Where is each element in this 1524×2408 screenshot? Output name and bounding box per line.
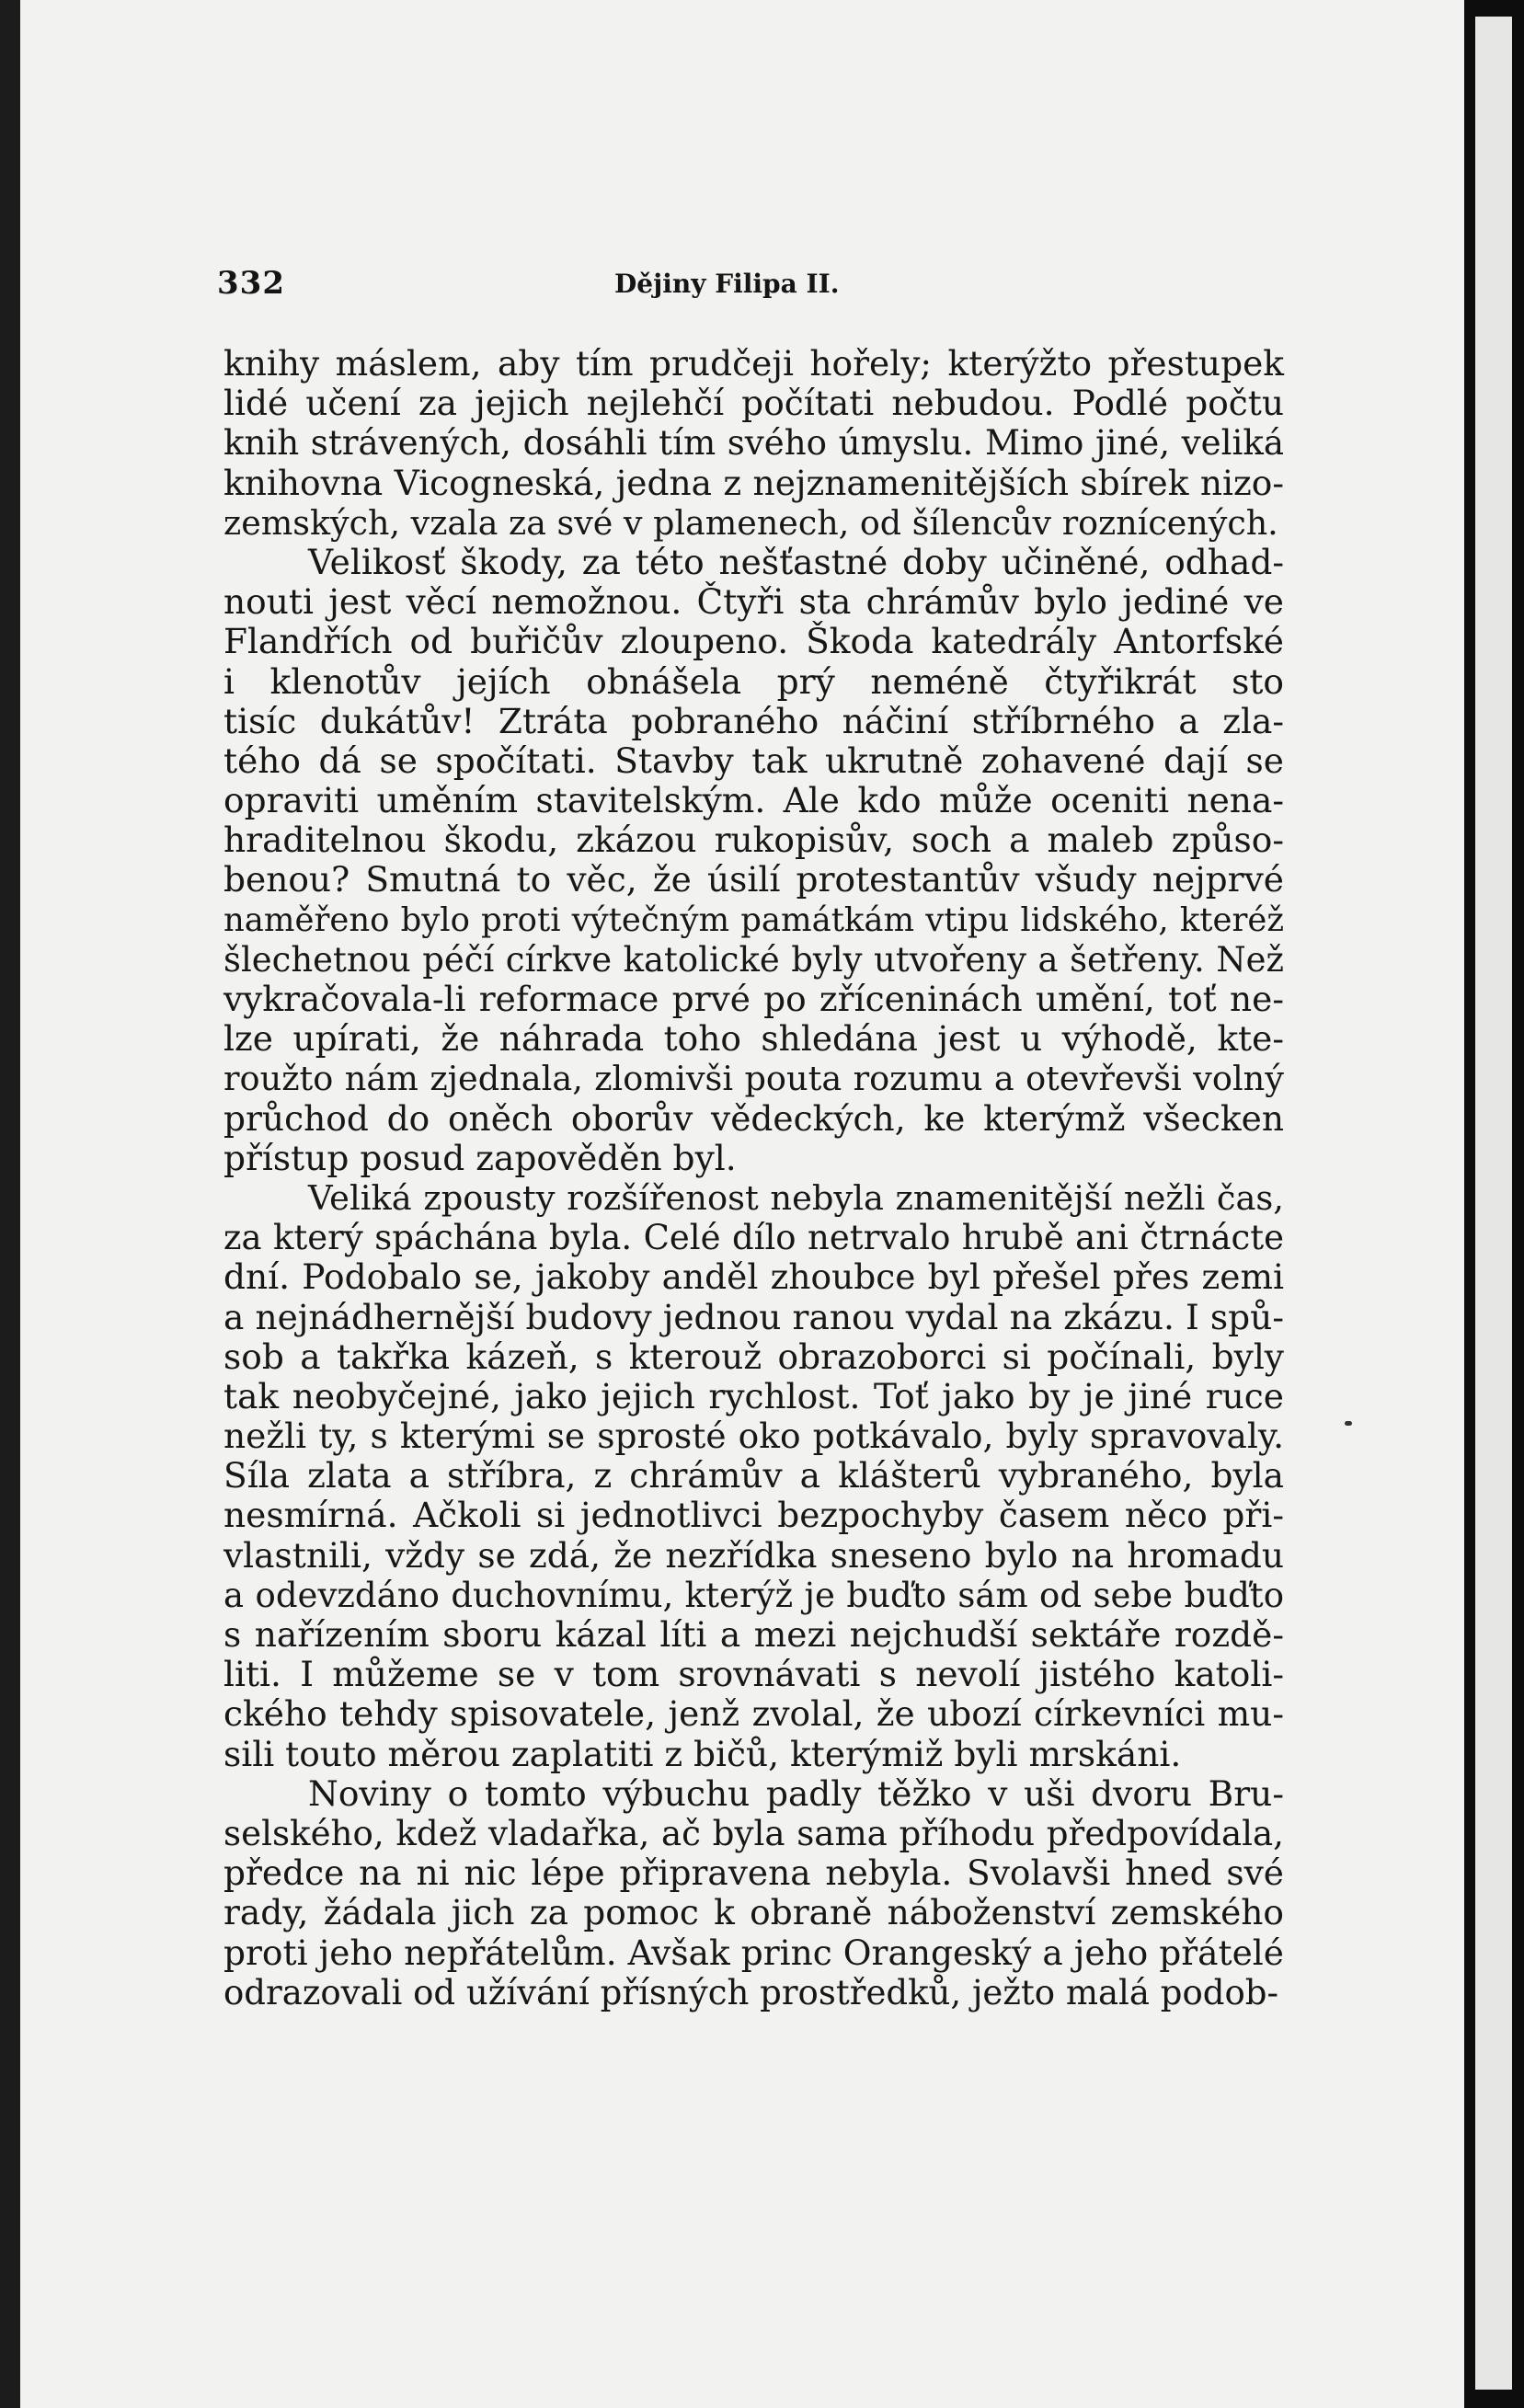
text-line: tého dá se spočítati. Stavby tak ukrutně zohavené dají se	[223, 740, 1284, 781]
paragraph	[223, 344, 1284, 543]
text-line: Noviny o tomto výbuchu padly těžko v uši dvoru Bru-	[308, 1772, 1284, 1814]
text-line: proti jeho nepřátelům. Avšak princ Orangeský a jeho přátelé	[223, 1932, 1284, 1973]
paragraph	[223, 1774, 1284, 2012]
text-line: nouti jest věcí nemožnou. Čtyři sta chrámův bylo jediné ve	[223, 581, 1284, 623]
text-line: sob a takřka kázeň, s kterouž obrazoborci si počínali, byly	[223, 1336, 1284, 1377]
text-line: lze upírati, že náhrada toho shledána jest u výhodě, kte-	[223, 1018, 1284, 1060]
text-line: knih strávených, dosáhli tím svého úmyslu. Mimo jiné, veliká	[223, 423, 1284, 464]
page-number: 332	[217, 265, 285, 302]
text-line: vlastnili, vždy se zdá, že nezřídka sneseno bylo na hromadu	[223, 1534, 1284, 1576]
text-line: selského, kdež vladařka, ač byla sama příhodu předpovídala,	[223, 1812, 1284, 1853]
text-line: zemských, vzala za své v plamenech, od šílencův roznícených.	[223, 502, 1278, 543]
page-header	[196, 265, 1290, 302]
text-line: nesmírná. Ačkoli si jednotlivci bezpochyby časem něco při-	[223, 1495, 1284, 1536]
text-line: ckého tehdy spisovatele, jenž zvolal, že ubozí církevníci mu-	[223, 1693, 1284, 1735]
text-line: přístup posud zapověděn byl.	[223, 1137, 737, 1178]
text-line: knihovna Vicogneská, jedna z nejznamenitějších sbírek nizo-	[223, 462, 1284, 503]
text-line: tisíc dukátův! Ztráta pobraného náčiní stříbrného a zla-	[223, 700, 1284, 741]
text-line: a odevzdáno duchovnímu, kterýž je buďto sám od sebe buďto	[223, 1575, 1284, 1615]
running-head: Dějiny Filipa II.	[614, 269, 840, 299]
next-page-edge	[1475, 17, 1512, 2390]
text-line: nežli ty, s kterými se sprosté oko potkávalo, byly spravovaly.	[223, 1416, 1284, 1457]
text-line: vykračovala-li reformace prvé po zříceninách umění, toť ne-	[223, 979, 1284, 1019]
text-line: liti. I můžeme se v tom srovnávati s nevolí jistého katoli-	[223, 1654, 1284, 1695]
text-line: sili touto měrou zaplatiti z bičů, kterýmiž byli mrskáni.	[223, 1733, 1182, 1774]
text-line: lidé učení za jejich nejlehčí počítati nebudou. Podlé počtu	[223, 383, 1284, 424]
text-line: tak neobyčejné, jako jejich rychlost. Toť jako by je jiné ruce	[223, 1375, 1284, 1416]
text-line: šlechetnou péčí církve katolické byly utvořeny a šetřeny. Než	[223, 939, 1284, 980]
text-line: dní. Podobalo se, jakoby anděl zhoubce byl přešel přes zemi	[223, 1256, 1284, 1298]
text-line: hraditelnou škodu, zkázou rukopisův, soch a maleb způso-	[223, 820, 1284, 861]
text-line: rady, žádala jich za pomoc k obraně náboženství zemského	[223, 1892, 1284, 1933]
text-line: knihy máslem, aby tím prudčeji hořely; kterýžto přestupek	[223, 343, 1284, 384]
text-line: za který spáchána byla. Celé dílo netrvalo hrubě ani čtrnácte	[223, 1218, 1284, 1258]
text-line: opraviti uměním stavitelským. Ale kdo může oceniti nena-	[223, 780, 1284, 821]
ink-speck	[1345, 1421, 1352, 1426]
text-line: naměřeno bylo proti výtečným památkám vtipu lidského, kteréž	[223, 900, 1284, 939]
body-text	[223, 344, 1284, 2012]
text-line: benou? Smutná to věc, že úsilí protestantův všudy nejprvé	[223, 859, 1284, 900]
text-line: a nejnádhernější budovy jednou ranou vydal na zkázu. I spů-	[223, 1296, 1284, 1337]
text-line: předce na ni nic lépe připravena nebyla. Svolavši hned své	[223, 1852, 1284, 1894]
text-line: i klenotův jejích obnášela prý neméně čtyřikrát sto	[223, 660, 1284, 702]
text-line: Veliká zpousty rozšířenost nebyla znamenitější nežli čas,	[308, 1177, 1284, 1218]
text-line: průchod do oněch oborův vědeckých, ke kterýmž všecken	[223, 1097, 1284, 1139]
text-line: Velikosť škody, za této nešťastné doby učiněné, odhad-	[308, 541, 1284, 582]
text-line: odrazovali od užívání přísných prostředků, ježto malá podob-	[223, 1972, 1279, 2012]
text-line: Síla zlata a stříbra, z chrámův a klášterů vybraného, byla	[223, 1455, 1284, 1496]
text-line: Flandřích od buřičův zloupeno. Škoda katedrály Antorfské	[223, 621, 1284, 662]
paragraph	[223, 1178, 1284, 1774]
text-line: roužto nám zjednala, zlomivši pouta rozumu a otevřevši volný	[223, 1059, 1284, 1099]
text-line: s nařízením sboru kázal líti a mezi nejchudší sektáře rozdě-	[223, 1614, 1284, 1655]
paragraph	[223, 543, 1284, 1178]
